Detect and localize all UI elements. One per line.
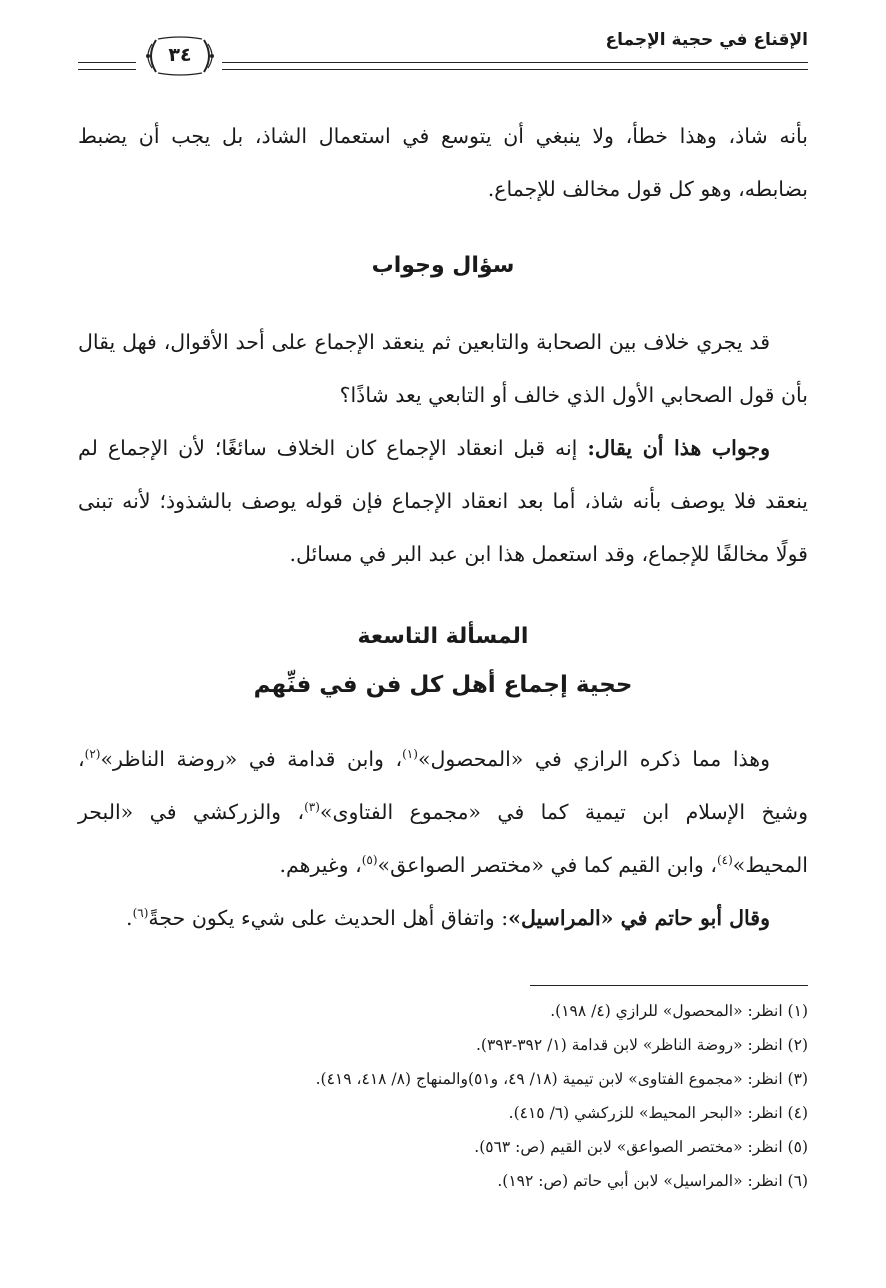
footnote-2: (٢) انظر: «روضة الناظر» لابن قدامة (١/ ٣٩٢-٣٩٣). <box>476 1036 808 1054</box>
running-title: الإقناع في حجية الإجماع <box>605 30 808 50</box>
footnote-separator <box>530 985 808 986</box>
answer-lead: وجواب هذا أن يقال: <box>587 436 771 460</box>
footnote-ref-5: (٥) <box>361 853 378 867</box>
page-body <box>78 110 808 945</box>
p4-text-3: ، وشيخ الإسلام ابن تيمية كما في «مجموع الفتاوى» <box>78 747 808 824</box>
header-rule-left <box>78 62 136 70</box>
quote-lead: وقال أبو حاتم في «المراسيل» <box>508 906 770 930</box>
section-heading-qa: سؤال وجواب <box>371 253 515 278</box>
page-number: ٣٤ <box>168 44 192 66</box>
p4-text-5: ، وابن القيم كما في «مختصر الصواعق» <box>377 853 717 877</box>
p4-text-4: ، والزركشي في «البحر المحيط» <box>78 800 808 877</box>
p4-text-2: ، وابن قدامة في «روضة الناظر» <box>100 747 403 771</box>
paragraph-4 <box>78 733 808 892</box>
issue-heading: المسألة التاسعة <box>357 624 529 649</box>
quote-end: . <box>126 906 133 930</box>
footnote-1: (١) انظر: «المحصول» للرازي (٤/ ١٩٨). <box>550 1002 808 1020</box>
page-number-badge <box>142 36 218 76</box>
footnote-ref-1: (١) <box>402 747 418 761</box>
footnote-ref-4: (٤) <box>716 853 733 867</box>
header-rule-right <box>222 62 808 70</box>
footnote-ref-2: (٢) <box>84 747 101 761</box>
paragraph-5 <box>78 892 808 945</box>
page-header <box>78 24 808 80</box>
answer-text: إنه قبل انعقاد الإجماع كان الخلاف سائغًا؛ لأن الإجماع لم ينعقد فلا يوصف بأنه شاذ، أما بعد انعقاد الإجماع فإن قوله يوصف بالشذوذ؛ لأنه تبنى قولًا مخالفًا للإجماع، وقد استعمل هذا ابن عبد البر في مسائل. <box>78 436 808 566</box>
footnote-4: (٤) انظر: «البحر المحيط» للزركشي (٦/ ٤١٥). <box>508 1104 808 1122</box>
footnote-5: (٥) انظر: «مختصر الصواعق» لابن القيم (ص: ٥٦٣). <box>474 1138 808 1156</box>
paragraph-3 <box>78 422 808 581</box>
quote-text: : واتفاق أهل الحديث على شيء يكون حجةً <box>148 906 509 930</box>
footnote-ref-6: (٦) <box>132 906 149 920</box>
footnote-3: (٣) انظر: «مجموع الفتاوى» لابن تيمية (١٨/ ٤٩، و٥١)والمنهاج (٨/ ٤١٨، ٤١٩). <box>315 1070 808 1088</box>
p4-text-6: ، وغيرهم. <box>279 853 362 877</box>
paragraph-1: بأنه شاذ، وهذا خطأ، ولا ينبغي أن يتوسع في استعمال الشاذ، بل يجب أن يضبط بضابطه، وهو كل قول مخالف للإجماع. <box>78 124 808 201</box>
footnotes <box>78 994 808 1198</box>
paragraph-2: قد يجري خلاف بين الصحابة والتابعين ثم ينعقد الإجماع على أحد الأقوال، فهل يقال بأن قول الصحابي الأول الذي خالف أو التابعي يعد شاذًا؟ <box>78 330 808 407</box>
issue-subheading: حجية إجماع أهل كل فن في فنِّهم <box>253 672 633 698</box>
footnote-6: (٦) انظر: «المراسيل» لابن أبي حاتم (ص: ١٩٢). <box>497 1172 808 1190</box>
p4-text-1: وهذا مما ذكره الرازي في «المحصول» <box>417 747 771 771</box>
footnote-ref-3: (٣) <box>304 800 320 814</box>
